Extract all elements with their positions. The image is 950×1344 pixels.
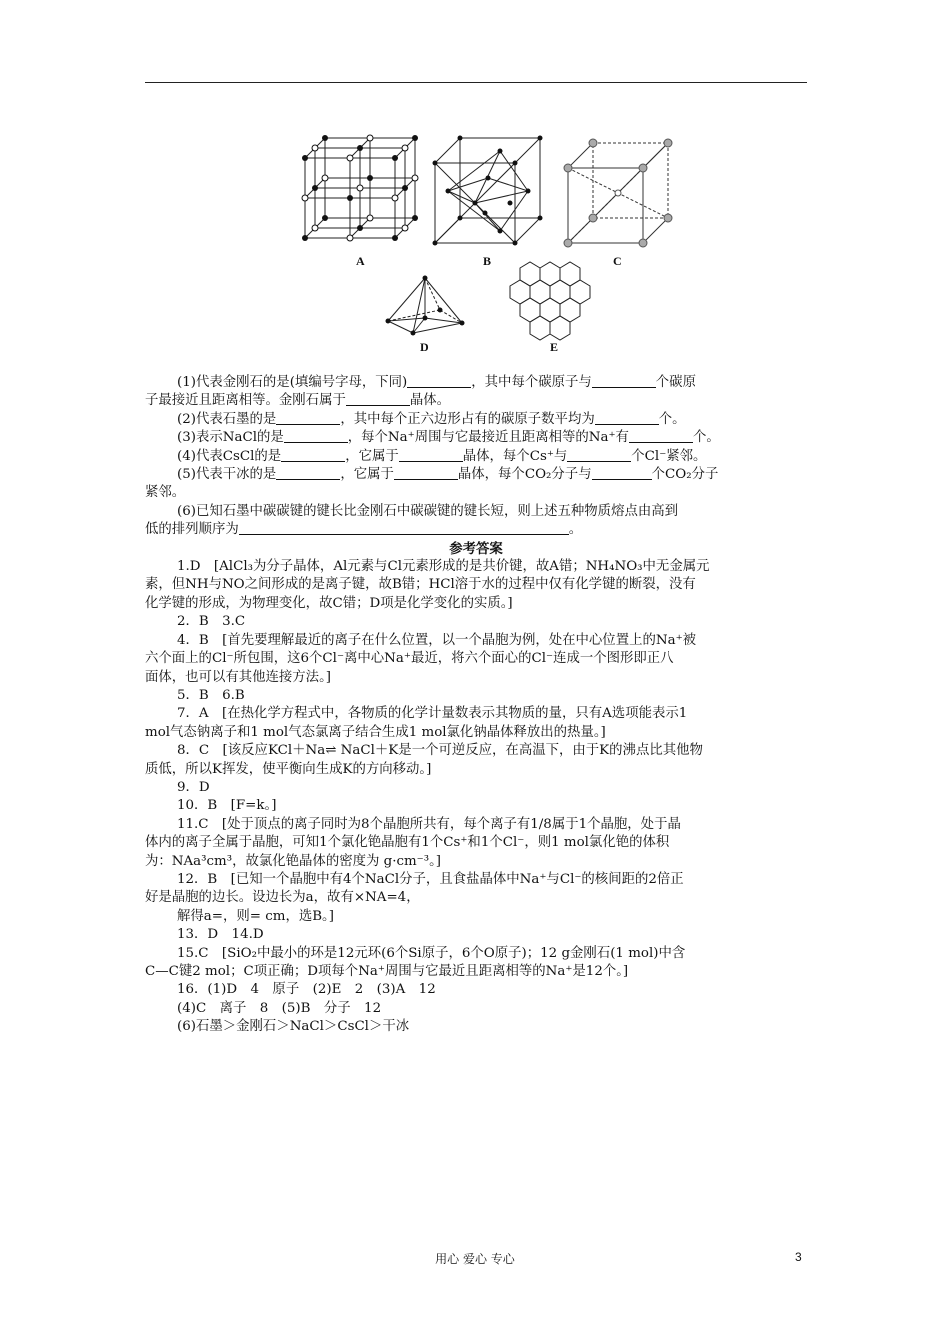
answer-12-line-3: 解得a=，则= cm，选B。]: [177, 908, 334, 924]
figure-label-e: E: [550, 340, 559, 354]
answer-12-line-1: 12．B [已知一个晶胞中有4个NaCl分子，且食盐晶体中Na⁺与Cl⁻的核间距的2倍正: [177, 871, 684, 887]
answer-2-3: 2．B 3.C: [177, 614, 246, 630]
figure-b-dry-ice: [435, 138, 540, 243]
answer-13-14: 13．D 14.D: [177, 927, 264, 943]
answer-8-line-2: 质低，所以K挥发，使平衡向生成K的方向移动。]: [145, 761, 432, 777]
question-16-part-5-cont: 紧邻。: [145, 485, 186, 501]
document-body: [145, 374, 807, 1037]
crystal-figures-svg: [300, 128, 680, 358]
answer-15-line-1: 15.C [SiO₂中最小的环是12元环(6个Si原子，6个O原子)；12 g金刚石(1 mol)中含: [177, 945, 686, 961]
figure-d-diamond: [388, 278, 462, 333]
answer-1-line-1: 1.D [AlCl₃为分子晶体，Al元素与Cl元素形成的是共价键，故A错；NH₄NO₃中无金属元: [177, 559, 710, 575]
question-16-part-1-cont: 子最接近且距离相等。金刚石属于 晶体。: [145, 393, 451, 409]
question-16-part-6: (6)已知石墨中碳碳键的键长比金刚石中碳碳键的键长短，则上述五种物质熔点由高到: [177, 503, 679, 519]
answer-5-6: 5．B 6.B: [177, 687, 245, 703]
page-number: 3: [795, 1250, 802, 1264]
answer-16-line-3: (6)石墨＞金刚石＞NaCl＞CsCl＞干冰: [177, 1019, 410, 1035]
answer-8-line-1: 8．C [该反应KCl＋Na⇌ NaCl＋K是一个可逆反应，在高温下，由于K的沸点比其他物: [177, 743, 703, 759]
answer-1-line-3: 化学键的形成，为物理变化，故C错；D项是化学变化的实质。]: [145, 595, 513, 611]
answer-11-line-3: 为：NAa³cm³，故氯化铯晶体的密度为 g·cm⁻³。]: [145, 853, 442, 869]
question-16-part-4: (4)代表CsCl的是 ，它属于 晶体，每个Cs⁺与 个Cl⁻紧邻。: [177, 448, 707, 464]
answer-7-line-2: mol气态钠离子和1 mol气态氯离子结合生成1 mol氯化钠晶体释放出的热量。]: [145, 724, 606, 740]
answer-4-line-2: 六个面上的Cl⁻所包围，这6个Cl⁻离中心Na⁺最近，将六个面心的Cl⁻连成一个图形即正八: [145, 651, 674, 667]
page-footer: 用心 爱心 专心: [435, 1252, 515, 1266]
answer-16-line-1: 16．(1)D 4 原子 (2)E 2 (3)A 12: [177, 982, 436, 998]
figure-label-b: B: [483, 254, 492, 268]
question-16-part-5: (5)代表干冰的是 ，它属于 晶体，每个CO₂分子与 个CO₂分子: [177, 467, 719, 483]
question-16-part-1: (1)代表金刚石的是(填编号字母，下同) ，其中每个碳原子与 个碳原: [177, 375, 696, 390]
header-rule: [145, 82, 807, 83]
question-16-part-6-cont: 低的排列顺序为 。: [145, 522, 583, 538]
answer-1-line-2: 素，但NH与NO之间形成的是离子键，故B错；HCl溶于水的过程中仅有化学键的断裂，没有: [145, 577, 696, 593]
answers-title: 参考答案: [449, 540, 503, 557]
answer-11-line-2: 体内的离子全属于晶胞，可知1个氯化铯晶胞有1个Cs⁺和1个Cl⁻，则1 mol氯化铯的体积: [145, 835, 670, 851]
answer-9: 9．D: [177, 779, 210, 795]
answer-4-line-3: 面体，也可以有其他连接方法。]: [145, 669, 331, 685]
answer-12-line-2: 好是晶胞的边长。设边长为a，故有×NA=4，: [145, 890, 420, 906]
figure-label-c: C: [613, 254, 622, 268]
answer-11-line-1: 11.C [处于顶点的离子同时为8个晶胞所共有，每个离子有1/8属于1个晶胞，处于晶: [177, 816, 681, 832]
crystal-structure-figures: [300, 128, 680, 358]
question-16-part-3: (3)表示NaCl的是 ，每个Na⁺周围与它最接近且距离相等的Na⁺有 个。: [177, 430, 720, 446]
question-16-part-2: (2)代表石墨的是 ，其中每个正六边形占有的碳原子数平均为 个。: [177, 411, 686, 427]
figure-e-graphite: [510, 262, 590, 340]
answer-10: 10．B [F=k。]: [177, 798, 277, 814]
answer-16-line-2: (4)C 离子 8 (5)B 分子 12: [177, 1000, 382, 1016]
answer-7-line-1: 7．A [在热化学方程式中，各物质的化学计量数表示其物质的量，只有A选项能表示1: [177, 706, 688, 722]
figure-label-d: D: [420, 340, 429, 354]
figure-label-a: A: [356, 254, 365, 268]
answer-4-line-1: 4．B [首先要理解最近的离子在什么位置，以一个晶胞为例，处在中心位置上的Na⁺被: [177, 632, 697, 648]
answer-15-line-2: C—C键2 mol；C项正确；D项每个Na⁺周围与它最近且距离相等的Na⁺是12个。]: [145, 964, 629, 979]
